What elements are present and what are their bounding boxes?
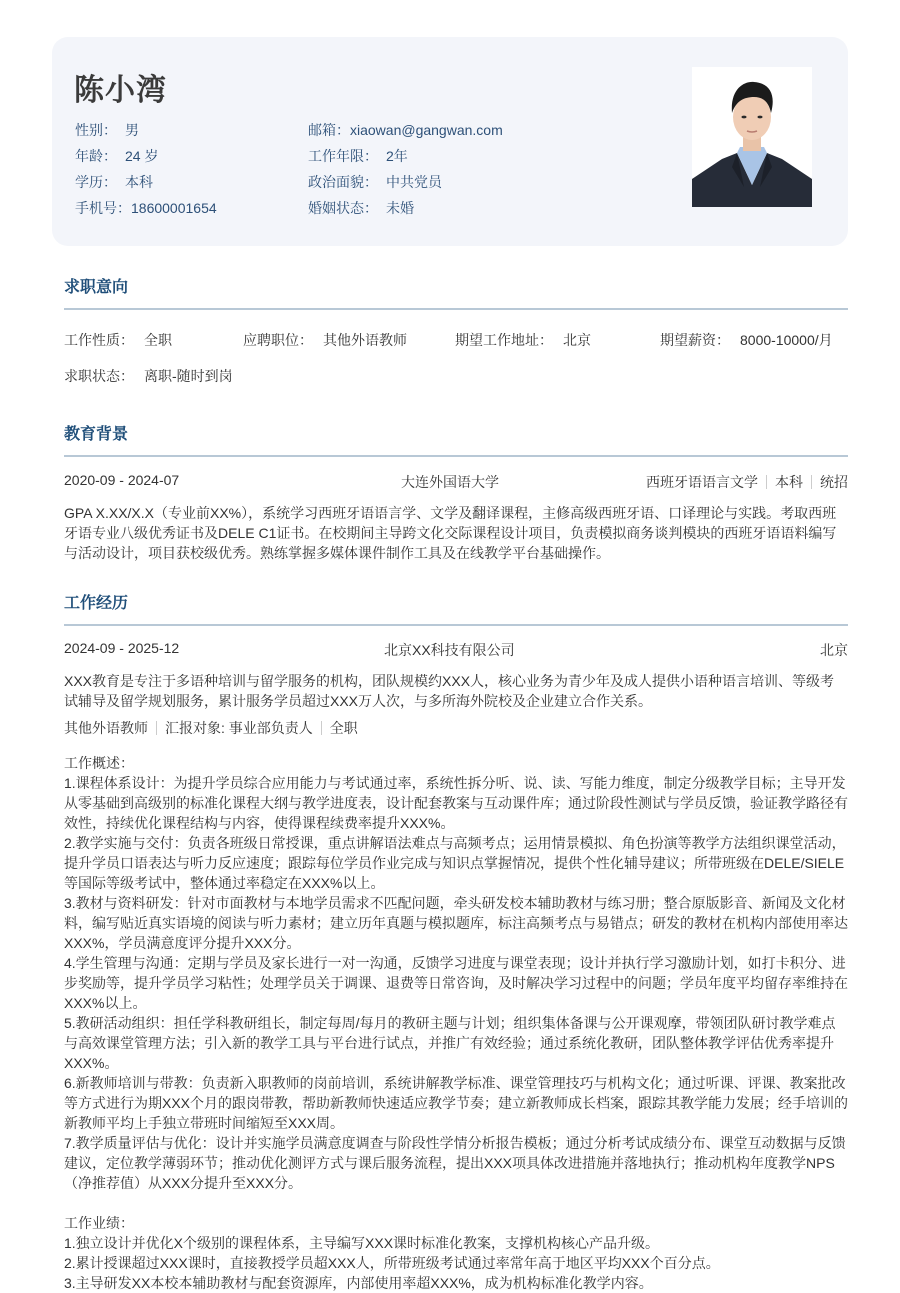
section-divider bbox=[64, 455, 848, 457]
education-description: GPA X.XX/X.X（专业前XX%），系统学习西班牙语语言学、文学及翻译课程，主修高级西班牙语、口译理论与实践。考取西班牙语专业八级优秀证书及DELE C1证书。在校期间主导跨文化交际课程设计项目，负责模拟商务谈判模块的西班牙语语料编写与活动设计，项目获校级优秀。熟练掌握多媒体课件制作工具及在线教学平台基础操作。 bbox=[64, 505, 837, 561]
report-to: 汇报对象: 事业部负责人 bbox=[165, 720, 313, 736]
work-period: 2024-09 - 2025-12 bbox=[64, 640, 180, 656]
marital-status-label: 婚姻状态： bbox=[308, 200, 378, 216]
degree: 本科 bbox=[775, 474, 803, 490]
company-intro: XXX教育是专注于多语种培训与留学服务的机构，团队规模约XXX人，核心业务为青少年及成人提供小语种语言培训、等级考试辅导及留学规划服务，累计服务学员超过XXX万人次，与多所海外院校及企业建立合作关系。 bbox=[64, 673, 835, 709]
portrait-icon bbox=[692, 67, 812, 207]
overview-item: 7.教学质量评估与优化：设计并实施学员满意度调查与阶段性学情分析报告模板；通过分析考试成绩分布、课堂互动数据与反馈建议，定位教学薄弱环节；推动优化测评方式与课后服务流程，提出XXX项具体改进措施并落地执行；推动机构年度教学NPS（净推荐值）从XXX分提升至XXX分。 bbox=[64, 1135, 846, 1191]
age-row bbox=[75, 145, 217, 171]
political-status-row bbox=[308, 171, 503, 197]
political-status-label: 政治面貌： bbox=[308, 174, 378, 190]
role-title: 其他外语教师 bbox=[64, 720, 148, 736]
separator bbox=[321, 721, 322, 735]
separator bbox=[156, 721, 157, 735]
job-status-value: 离职-随时到岗 bbox=[144, 368, 233, 384]
overview-item: 1.课程体系设计：为提升学员综合应用能力与考试通过率，系统性拆分听、说、读、写能力维度，制定分级教学目标；主导开发从零基础到高级别的标准化课程大纲与教学进度表，设计配套教案与互动课件库；通过阶段性测试与学员反馈，验证教学路径有效性，持续优化课程结构与内容，使得课程续费率提升XXX%。 bbox=[64, 775, 848, 831]
major: 西班牙语语言文学 bbox=[646, 474, 758, 490]
email-label: 邮箱： bbox=[308, 122, 350, 138]
work-nature-value: 全职 bbox=[144, 332, 172, 348]
expected-salary-field bbox=[660, 330, 833, 350]
work-overview bbox=[64, 753, 848, 1193]
gender-row bbox=[75, 119, 217, 145]
marital-status-row bbox=[308, 197, 503, 223]
education-level-label: 学历： bbox=[75, 174, 117, 190]
section-title-job-intent: 求职意向 bbox=[64, 279, 129, 296]
company-name: 北京XX科技有限公司 bbox=[384, 642, 515, 658]
education-section bbox=[64, 423, 848, 563]
achievement-item: 3.主导研发XX本校本辅助教材与配套资源库，内部使用率超XXX%，成为机构标准化教学内容。 bbox=[64, 1275, 653, 1291]
enrollment-type: 统招 bbox=[820, 474, 848, 490]
candidate-name: 陈小湾 bbox=[74, 74, 167, 107]
phone-row bbox=[75, 197, 217, 223]
email-row bbox=[308, 119, 503, 145]
education-entry bbox=[64, 472, 848, 563]
education-level-value: 本科 bbox=[125, 174, 153, 190]
section-title-education: 教育背景 bbox=[64, 426, 129, 443]
work-nature-label: 工作性质： bbox=[64, 332, 134, 348]
work-years-value: 2年 bbox=[386, 148, 408, 164]
target-location-label: 期望工作地址： bbox=[455, 332, 553, 348]
work-achievements bbox=[64, 1213, 848, 1293]
gender-label: 性别： bbox=[75, 122, 117, 138]
profile-photo bbox=[692, 67, 812, 207]
target-location-value: 北京 bbox=[563, 332, 591, 348]
section-title-work: 工作经历 bbox=[64, 595, 129, 612]
profile-header-card bbox=[52, 37, 848, 246]
overview-item: 2.教学实施与交付：负责各班级日常授课，重点讲解语法难点与高频考点；运用情景模拟、角色扮演等教学方法组织课堂活动，提升学员口语表达与听力反应速度；跟踪每位学员作业完成与知识点掌握情况，提供个性化辅导建议；所带班级在DELE/SIELE等国际等级考试中，整体通过率稳定在XXX%以上。 bbox=[64, 835, 846, 891]
target-position-label: 应聘职位： bbox=[243, 332, 313, 348]
education-period: 2020-09 - 2024-07 bbox=[64, 472, 180, 488]
age-value: 24 岁 bbox=[125, 148, 159, 164]
job-intent-section bbox=[64, 276, 848, 386]
phone-value: 18600001654 bbox=[131, 200, 217, 216]
email-value: xiaowan@gangwan.com bbox=[350, 122, 503, 138]
school-name: 大连外国语大学 bbox=[401, 474, 499, 490]
work-years-row bbox=[308, 145, 503, 171]
work-years-label: 工作年限： bbox=[308, 148, 378, 164]
phone-label: 手机号： bbox=[75, 200, 131, 216]
overview-item: 4.学生管理与沟通：定期与学员及家长进行一对一沟通，反馈学习进度与课堂表现；设计并执行学习激励计划，如打卡积分、进步奖励等，提升学员学习粘性；处理学员关于调课、退费等日常咨询，及时解决学习过程中的问题；学员年度平均留存率维持在XXX%以上。 bbox=[64, 955, 848, 1011]
separator bbox=[811, 475, 812, 489]
political-status-value: 中共党员 bbox=[386, 174, 442, 190]
separator bbox=[766, 475, 767, 489]
overview-title: 工作概述： bbox=[64, 755, 134, 771]
overview-item: 3.教材与资料研发：针对市面教材与本地学员需求不匹配问题，牵头研发校本辅助教材与练习册；整合原版影音、新闻及文化材料，编写贴近真实语境的阅读与听力素材；建立历年真题与模拟题库，标注高频考点与易错点；研发的教材在机构内部使用率达XXX%，学员满意度评分提升XXX分。 bbox=[64, 895, 848, 951]
gender-value: 男 bbox=[125, 122, 139, 138]
marital-status-value: 未婚 bbox=[386, 200, 414, 216]
achievement-item: 2.累计授课超过XXX课时，直接教授学员超XXX人，所带班级考试通过率常年高于地区平均XXX个百分点。 bbox=[64, 1255, 720, 1271]
profile-info-right bbox=[308, 119, 503, 223]
work-location: 北京 bbox=[820, 642, 848, 658]
work-nature-field bbox=[64, 330, 172, 350]
education-level-row bbox=[75, 171, 217, 197]
overview-item: 6.新教师培训与带教：负责新入职教师的岗前培训，系统讲解教学标准、课堂管理技巧与机构文化；通过听课、评课、教案批改等方式进行为期XXX个月的跟岗带教，帮助新教师快速适应教学节奏；建立新教师成长档案，跟踪其教学能力发展；经手培训的新教师平均上手独立带班时间缩短至XXX周。 bbox=[64, 1075, 849, 1131]
overview-item: 5.教研活动组织：担任学科教研组长，制定每周/每月的教研主题与计划；组织集体备课与公开课观摩，带领团队研讨教学难点与高效课堂管理方法；引入新的教学工具与平台进行试点，并推广有效经验；通过系统化教研，团队整体教学评估优秀率提升XXX%。 bbox=[64, 1015, 836, 1071]
job-status-label: 求职状态： bbox=[64, 368, 134, 384]
expected-salary-label: 期望薪资： bbox=[660, 332, 730, 348]
work-experience-section bbox=[64, 592, 849, 1291]
age-label: 年龄： bbox=[75, 148, 117, 164]
job-status-field bbox=[64, 366, 233, 386]
target-position-value: 其他外语教师 bbox=[323, 332, 407, 348]
expected-salary-value: 8000-10000/月 bbox=[740, 332, 833, 348]
section-divider bbox=[64, 624, 848, 626]
profile-info-left bbox=[75, 119, 217, 223]
target-location-field bbox=[455, 330, 591, 350]
section-divider bbox=[64, 308, 848, 310]
education-meta bbox=[646, 472, 848, 492]
work-entry bbox=[64, 640, 848, 1293]
employment-type: 全职 bbox=[329, 720, 358, 736]
role-meta bbox=[64, 718, 848, 738]
achievements-title: 工作业绩： bbox=[64, 1215, 134, 1231]
achievement-item: 1.独立设计并优化X个级别的课程体系，主导编写XXX课时标准化教案，支撑机构核心产品升级。 bbox=[64, 1235, 660, 1251]
target-position-field bbox=[243, 330, 407, 350]
